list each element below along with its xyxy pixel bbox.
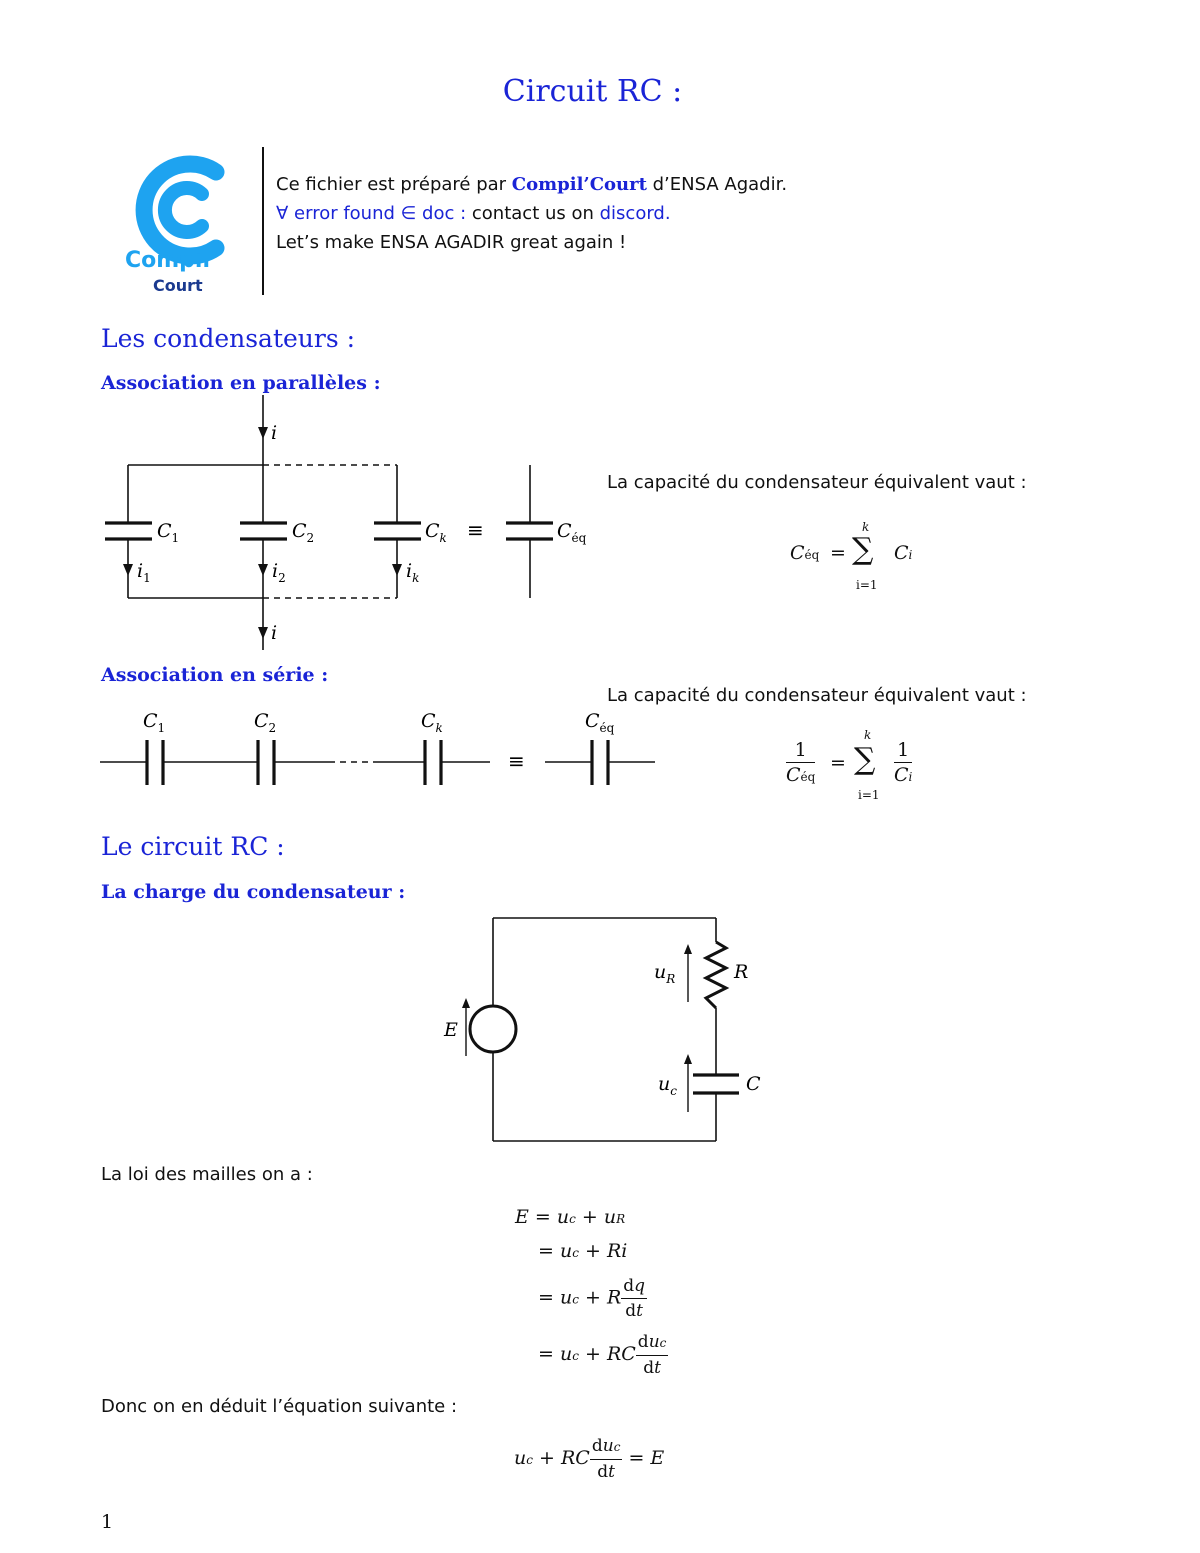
series-explanation: La capacité du condensateur équivalent vaut : bbox=[607, 685, 1027, 706]
discord-link[interactable]: discord. bbox=[599, 203, 671, 224]
parallel-formula: Céq = ∑ k i=1 Ci bbox=[790, 520, 913, 592]
equation-4: = uc + RC $\frac{\text{duc}}{dt}$ bbox=[538, 1332, 667, 1378]
current-i1: $i_1$ bbox=[137, 560, 151, 585]
brand-name: Compil’Court bbox=[511, 174, 647, 195]
current-ik: $i_k$ bbox=[406, 560, 420, 585]
series-label-c1: $C_1$ bbox=[143, 710, 166, 735]
law-text: La loi des mailles on a : bbox=[101, 1164, 313, 1185]
subheading-series: Association en série : bbox=[101, 664, 329, 686]
current-i-bottom: i bbox=[271, 622, 278, 644]
intro-line-1-pre: Ce fichier est préparé par bbox=[276, 174, 512, 195]
intro-line-2-pre: ∀ error found ∈ doc : bbox=[276, 203, 472, 224]
page-number: 1 bbox=[101, 1511, 114, 1533]
intro-line-1 bbox=[276, 170, 787, 199]
sum-upper: k bbox=[862, 520, 870, 534]
parallel-explanation: La capacité du condensateur équivalent vaut : bbox=[607, 472, 1027, 493]
intro-line-2-mid: contact us on bbox=[471, 203, 600, 224]
label-uR: $u_R$ bbox=[654, 961, 676, 986]
equivalence-symbol: ≡ bbox=[467, 518, 484, 542]
intro-line-2 bbox=[276, 199, 787, 228]
series-equals: = bbox=[830, 752, 846, 774]
current-i2: $i_2$ bbox=[272, 560, 286, 585]
label-c1: $C_1$ bbox=[157, 520, 180, 545]
equation-2: = uc + Ri bbox=[538, 1240, 628, 1262]
label-ck: $C_k$ bbox=[425, 520, 447, 545]
logo-word-compil: Compil’ bbox=[125, 248, 219, 273]
deduce-text: Donc on en déduit l’équation suivante : bbox=[101, 1396, 458, 1417]
logo-divider bbox=[262, 147, 264, 295]
subheading-charge: La charge du condensateur : bbox=[101, 881, 406, 903]
rc-circuit-diagram bbox=[430, 910, 780, 1150]
intro-block bbox=[276, 170, 787, 257]
equation-1: E = uc + uR bbox=[515, 1206, 626, 1228]
sum-lower: i=1 bbox=[856, 578, 878, 592]
label-E: E bbox=[444, 1019, 458, 1041]
sum-symbol: ∑ bbox=[852, 532, 874, 567]
equation-3: = uc + R $\frac{dq}{dt}$ bbox=[538, 1276, 646, 1321]
label-uc: $u_c$ bbox=[658, 1073, 677, 1098]
series-formula: 1 Céq = ∑ k i=1 $\frac{1}{Ci}$ bbox=[786, 728, 913, 802]
series-equivalence: ≡ bbox=[508, 749, 525, 773]
subheading-parallel: Association en parallèles : bbox=[101, 372, 381, 394]
page-title: Circuit RC : bbox=[502, 74, 683, 109]
series-label-c2: $C_2$ bbox=[254, 710, 277, 735]
current-i-top: i bbox=[271, 422, 278, 444]
intro-line-1-post: d’ENSA Agadir. bbox=[646, 174, 788, 195]
label-R: R bbox=[734, 961, 749, 983]
final-equation: uc + RC $\frac{\text{duc}}{dt}$ = E bbox=[514, 1436, 665, 1482]
series-capacitor-diagram bbox=[95, 705, 665, 795]
series-term-num: 1 bbox=[894, 738, 912, 763]
label-ceq: $C_{éq}$ bbox=[557, 520, 587, 545]
label-C: C bbox=[746, 1073, 761, 1095]
logo-word-court: Court bbox=[153, 276, 203, 295]
formula-equals: = bbox=[830, 542, 846, 564]
intro-line-3: Let’s make ENSA AGADIR great again ! bbox=[276, 232, 627, 253]
series-sum-upper: k bbox=[864, 728, 872, 742]
parallel-capacitor-diagram bbox=[95, 395, 595, 650]
label-c2: $C_2$ bbox=[292, 520, 315, 545]
series-label-ceq: $C_{éq}$ bbox=[585, 710, 615, 735]
series-num: 1 bbox=[786, 738, 815, 763]
series-sum: ∑ bbox=[854, 742, 876, 777]
series-sum-lower: i=1 bbox=[858, 788, 880, 802]
section-heading-circuit-rc: Le circuit RC : bbox=[101, 832, 285, 861]
section-heading-condensateurs: Les condensateurs : bbox=[101, 324, 356, 353]
series-label-ck: $C_k$ bbox=[421, 710, 443, 735]
